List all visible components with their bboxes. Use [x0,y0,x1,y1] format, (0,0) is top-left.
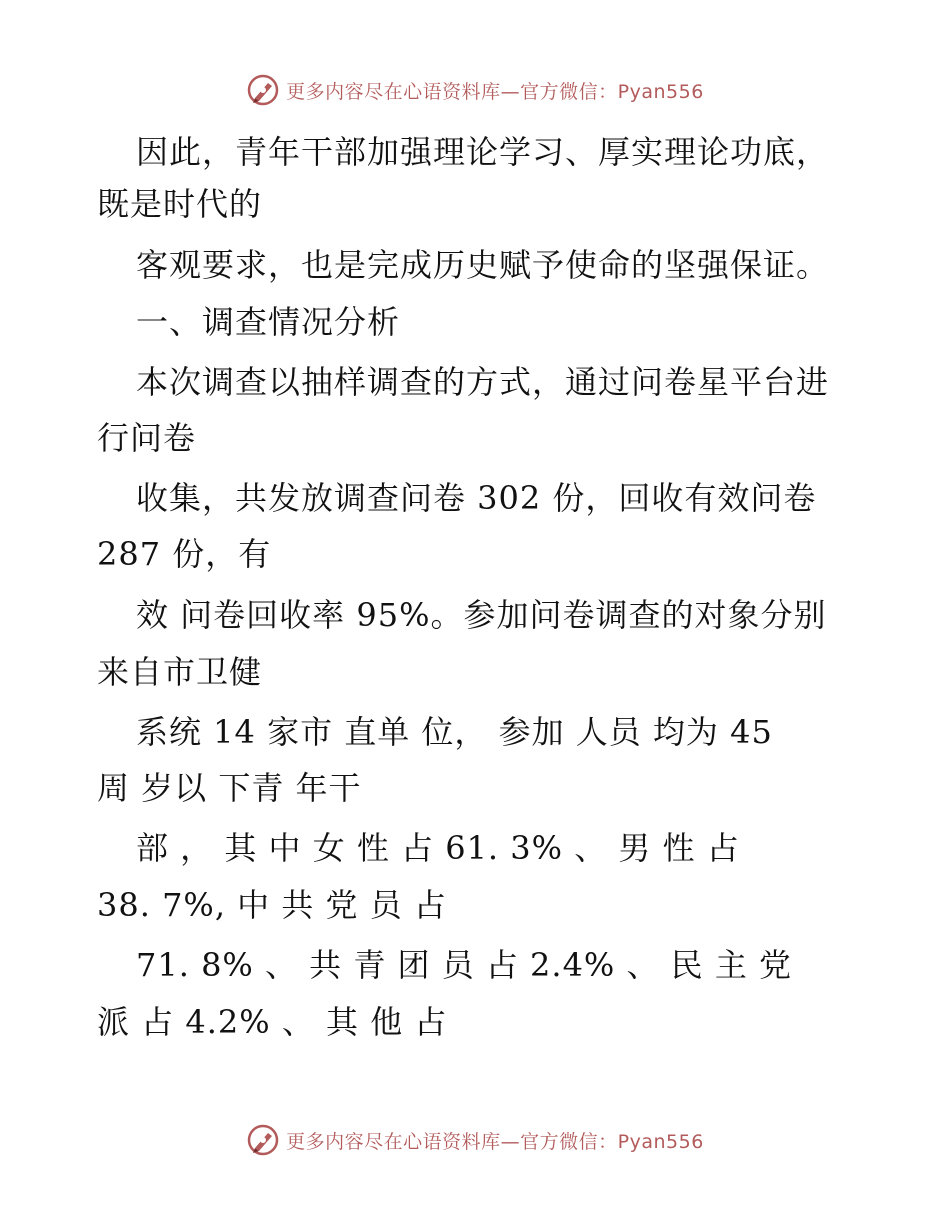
text-line: 本次调查以抽样调查的方式，通过问卷星平台进 [136,363,830,401]
section-heading: 一、调查情况分析 [136,303,401,341]
text-line: 收集，共发放调查问卷 302 份，回收有效问卷 [136,479,817,517]
text-line: 周 岁以 下青 年干 [97,769,362,807]
watermark-text: 更多内容尽在心语资料库—官方微信：Pyan556 [286,1130,704,1153]
pen-logo-icon [246,1123,280,1157]
text-line: 系统 14 家市 直单 位， 参加 人员 均为 45 [136,713,773,751]
text-line: 71. 8% 、 共 青 团 员 占 2.4% 、 民 主 党 [136,946,793,984]
text-line: 派 占 4.2% 、 其 他 占 [97,1003,448,1041]
text-line: 来自市卫健 [97,653,263,691]
text-line: 行问卷 [97,419,197,457]
footer-watermark [0,1120,950,1160]
header-watermark [0,70,950,110]
text-line: 既是时代的 [97,185,263,223]
text-line: 38. 7%, 中 共 党 员 占 [97,886,447,924]
watermark-text: 更多内容尽在心语资料库—官方微信：Pyan556 [286,80,704,103]
pen-logo-icon [246,73,280,107]
text-line: 客观要求，也是完成历史赋予使命的坚强保证。 [136,246,830,284]
text-line: 287 份，有 [97,535,272,573]
text-line: 因此，青年干部加强理论学习、厚实理论功底， [136,133,830,171]
text-line: 效 问卷回收率 95%。参加问卷调查的对象分别 [136,596,827,634]
text-line: 部 ， 其 中 女 性 占 61. 3% 、 男 性 占 [136,829,740,867]
